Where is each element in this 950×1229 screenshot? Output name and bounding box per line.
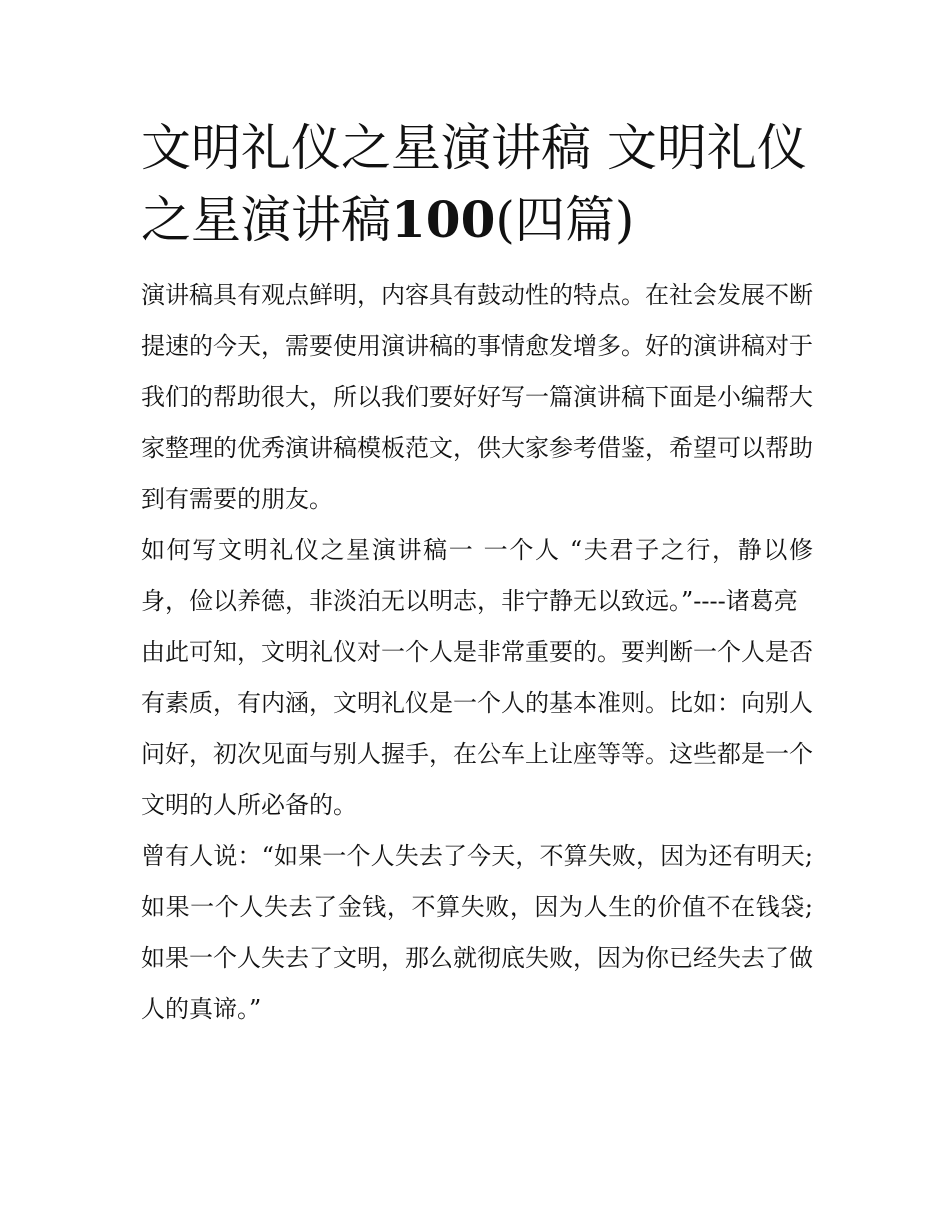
title-number: 100 [391, 190, 496, 249]
paragraph-etiquette-importance: 由此可知，文明礼仪对一个人是非常重要的。要判断一个人是否有素质，有内涵，文明礼仪是一个人的基本准则。比如：向别人问好，初次见面与别人握手，在公车上让座等等。这些都是一个文明的人所必备的。 [141, 638, 813, 819]
paragraph-someone-said: 曾有人说：“如果一个人失去了今天，不算失败，因为还有明天;如果一个人失去了金钱，不算失败，因为人生的价值不在钱袋;如果一个人失去了文明，那么就彻底失败，因为你已经失去了做人的真谛。” [141, 842, 813, 1023]
document-title [141, 112, 813, 256]
title-suffix: (四篇) [495, 191, 635, 249]
title-main: 文明礼仪之星演讲稿 文明礼仪之星演讲稿 [141, 119, 807, 249]
paragraph-intro: 演讲稿具有观点鲜明，内容具有鼓动性的特点。在社会发展不断提速的今天，需要使用演讲稿的事情愈发增多。好的演讲稿对于我们的帮助很大，所以我们要好好写一篇演讲稿下面是小编帮大家整理的优秀演讲稿模板范文，供大家参考借鉴，希望可以帮助到有需要的朋友。 [141, 281, 813, 513]
document-content [141, 112, 813, 1035]
paragraph-quote-zhuge-liang: 如何写文明礼仪之星演讲稿一 一个人 “夫君子之行，静以修身，俭以养德，非淡泊无以明志，非宁静无以致远。”----诸葛亮 [141, 536, 813, 615]
document-body [141, 270, 813, 1035]
